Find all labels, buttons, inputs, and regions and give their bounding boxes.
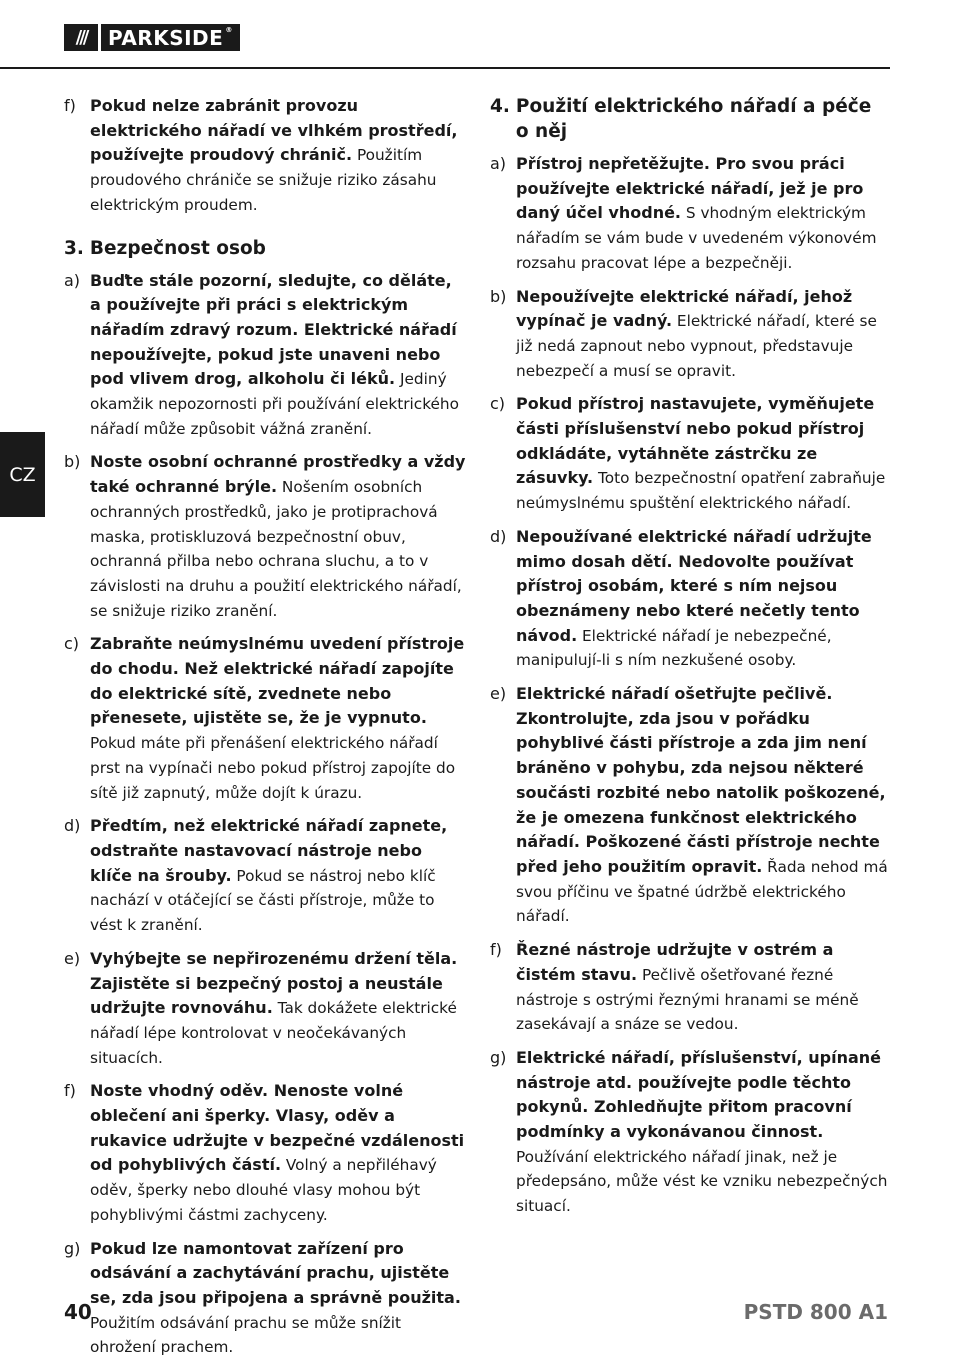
item-normal-text: Jediný okamžik nepozornosti při používání elektrického nářadí může způsobit vážná zranění.	[90, 370, 459, 438]
item-normal-text: Volný a nepřiléhavý oděv, šperky nebo dlouhé vlasy mohou být pohyblivými částmi zachyceny.	[90, 1156, 437, 1224]
item-body	[90, 947, 468, 1071]
item-label: e)	[490, 684, 507, 704]
item-bold-text: Pokud přístroj nastavujete, vyměňujete části příslušenství nebo pokud přístroj odkládáte, vytáhněte zástrčku ze zásuvky.	[516, 394, 875, 488]
item-normal-text: Pokud se nástroj nebo klíč nachází v otáčející se části přístroje, může to vést k zranění.	[90, 866, 436, 935]
item-body	[516, 1046, 890, 1219]
item-bold-text: Nepoužívané elektrické nářadí udržujte mimo dosah dětí. Nedovolte používat přístroj osobám, které s ním nejsou obeznámeny nebo které nečetly tento návod.	[516, 526, 872, 645]
item-label: f)	[64, 96, 76, 115]
right-column	[490, 94, 890, 1228]
item-body	[516, 938, 890, 1037]
item-label: a)	[490, 154, 507, 173]
item-normal-text: Pečlivě ošetřované řezné nástroje s ostrými řeznými hranami se méně zasekávají a snáze se vedou.	[516, 965, 859, 1034]
item-body	[90, 1079, 468, 1227]
item-normal-text: Elektrické nářadí je nebezpečné, manipulují-li s ním nezkušené osoby.	[516, 626, 832, 670]
list-item	[490, 392, 890, 516]
item-label: e)	[64, 948, 81, 968]
list-item	[490, 285, 890, 384]
list-item	[64, 269, 468, 442]
item-bold-text: Noste osobní ochranné prostředky a vždy také ochranné brýle.	[90, 452, 466, 497]
item-body	[90, 1237, 468, 1361]
logo-wordmark	[101, 24, 240, 51]
logo-registered: ®	[225, 26, 233, 34]
item-body	[516, 682, 890, 929]
section-number: 3.	[64, 237, 84, 259]
item-normal-text: Použitím odsávání prachu se může snížit ohrožení prachem.	[90, 1313, 402, 1357]
item-body	[516, 525, 890, 673]
section-4-list	[490, 152, 890, 1219]
item-normal-text: Tak dokážete elektrické nářadí lépe kontrolovat v neočekávaných situacích.	[90, 999, 457, 1067]
item-normal-text: Řada nehod má svou příčinu ve špatné údržbě elektrického nářadí.	[516, 857, 888, 926]
list-item	[64, 1237, 468, 1361]
item-label: f)	[64, 1081, 76, 1101]
list-item	[490, 682, 890, 929]
list-item	[490, 1046, 890, 1219]
section-3-list	[64, 269, 468, 1361]
item-bold-text: Buďte stále pozorní, sledujte, co děláte, a používejte při práci s elektrickým nářadím zdravý rozum. Elektrické nářadí nepoužívejte, pokud jste unaveni nebo pod vlivem drog, alkoholu či léků.	[90, 270, 457, 389]
item-body	[90, 814, 468, 938]
item-bold-text: Řezné nástroje udržujte v ostrém a čistém stavu.	[516, 940, 834, 984]
logo-stripes: ///	[64, 24, 98, 51]
list-item	[64, 1079, 468, 1227]
item-bold-text: Noste vhodný oděv. Nenoste volné oblečení ani šperky. Vlasy, oděv a rukavice udržujte v bezpečné vzdálenosti od pohyblivých částí.	[90, 1081, 465, 1175]
item-normal-text: Elektrické nářadí, které se již nedá zapnout nebo vypnout, představuje nebezpečí a musí se opravit.	[516, 312, 877, 380]
item-bold-text: Elektrické nářadí ošetřujte pečlivě. Zkontrolujte, zda jsou v pořádku pohyblivé části přístroje a zda jim není bráněno v pohybu, zda nejsou některé součásti rozbité nebo natolik poškozené, že je omezena funkčnost elektrického nářadí. Poškozené části přístroje nechte před jeho použitím opravit.	[516, 684, 886, 876]
item-bold-text: Zabraňte neúmyslnému uvedení přístroje do chodu. Než elektrické nářadí zapojíte do elektrické sítě, zvednete nebo přenesete, ujistěte se, že je vypnuto.	[90, 634, 465, 728]
item-body	[516, 152, 890, 276]
item-bold-text: Vyhýbejte se nepřirozenému držení těla. Zajistěte si bezpečný postoj a neustále udržujte rovnováhu.	[90, 948, 458, 1018]
item-body	[516, 285, 890, 384]
section-heading	[490, 94, 890, 144]
item-label: b)	[64, 452, 81, 472]
item-body	[90, 269, 468, 442]
item-label: d)	[490, 526, 507, 546]
item-label: d)	[64, 816, 81, 836]
item-label: b)	[490, 286, 507, 306]
item-label: g)	[490, 1047, 507, 1067]
item-normal-text: Nošením osobních ochranných prostředků, jako je protiprachová maska, protiskluzová bezpečnostní obuv, ochranná přilba nebo ochrana sluchu, a to v závislosti na druhu a použití elektrického nářadí, se snižuje riziko zranění.	[90, 478, 462, 620]
item-normal-text: Používání elektrického nářadí jinak, než je předepsáno, může vést ke vzniku nebezpečných situací.	[516, 1147, 888, 1216]
item-body	[90, 450, 468, 623]
item-normal-text: Pokud máte při přenášení elektrického nářadí prst na vypínači nebo pokud přístroj zapojíte do sítě již zapnutý, může dojít k úrazu.	[90, 734, 456, 802]
language-tab: CZ	[0, 432, 45, 517]
item-normal-text: Toto bezpečnostní opatření zabraňuje neúmyslnému spuštění elektrického nářadí.	[516, 469, 886, 513]
model-number: PSTD 800 A1	[743, 1300, 888, 1324]
logo-name: PARKSIDE	[108, 25, 224, 50]
list-item	[64, 450, 468, 623]
section-heading	[64, 236, 468, 261]
item-label: f)	[490, 940, 502, 960]
list-item	[64, 814, 468, 938]
page-number: 40	[64, 1300, 92, 1324]
item-label: c)	[490, 394, 506, 414]
section-title: Bezpečnost osob	[89, 237, 266, 259]
item-normal-text: Použitím proudového chrániče se snižuje riziko zásahu elektrickým proudem.	[90, 146, 437, 214]
item-label: c)	[64, 634, 80, 654]
list-item	[490, 152, 890, 276]
item-body	[90, 94, 468, 218]
left-column	[64, 94, 468, 1369]
item-body	[90, 632, 468, 805]
item-bold-text: Pokud nelze zabránit provozu elektrického nářadí ve vlhkém prostředí, používejte proudový chránič.	[90, 96, 458, 165]
section-title: Použití elektrického nářadí a péče o něj	[515, 96, 872, 142]
parkside-logo	[64, 24, 240, 51]
section-number: 4.	[490, 96, 510, 117]
item-bold-text: Přístroj nepřetěžujte. Pro svou práci používejte elektrické nářadí, jež je pro daný účel vhodné.	[516, 154, 864, 223]
list-item	[490, 938, 890, 1037]
item-bold-text: Elektrické nářadí, příslušenství, upínané nástroje atd. používejte podle těchto pokynů. Zohledňujte přitom pracovní podmínky a vykonávanou činnost.	[516, 1047, 881, 1142]
item-bold-text: Předtím, než elektrické nářadí zapnete, odstraňte nastavovací nástroje nebo klíče na šrouby.	[90, 816, 448, 885]
item-body	[516, 392, 890, 516]
list-item	[64, 94, 468, 218]
item-normal-text: S vhodným elektrickým nářadím se vám bude v uvedeném výkonovém rozsahu pracovat lépe a bezpečněji.	[516, 204, 877, 272]
list-item	[490, 525, 890, 673]
item-label: g)	[64, 1238, 81, 1258]
item-label: a)	[64, 270, 81, 290]
list-item	[64, 947, 468, 1071]
header-divider	[0, 67, 890, 69]
item-bold-text: Nepoužívejte elektrické nářadí, jehož vypínač je vadný.	[516, 286, 853, 331]
list-item	[64, 632, 468, 805]
item-bold-text: Pokud lze namontovat zařízení pro odsávání a zachytávání prachu, ujistěte se, zda jsou připojena a správně použita.	[90, 1238, 461, 1307]
